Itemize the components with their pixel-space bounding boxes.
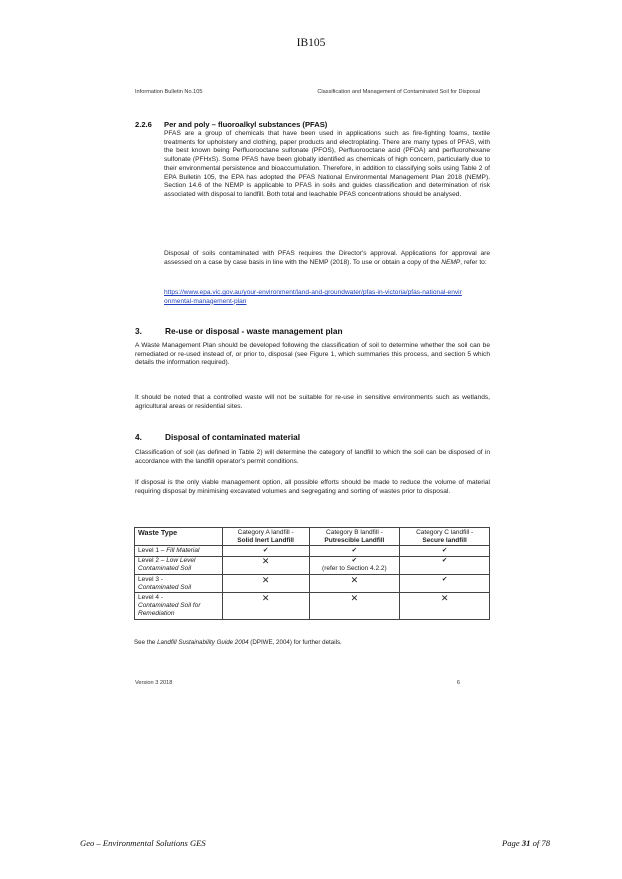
section-title: Re-use or disposal - waste management plan [165, 326, 343, 336]
waste-type-level-2: Level 2 – Low Level Contaminated Soil [135, 556, 223, 574]
section-number: 4. [135, 432, 142, 442]
section-number: 2.2.6 [135, 120, 152, 129]
tick-icon: ✔ (refer to Section 4.2.2) [309, 556, 400, 574]
tick-icon: ✔ [400, 556, 490, 574]
classification-paragraph: Classification of soil (as defined in Table 2) will determine the category of landfill to which the soil can be disposed of in accordance with the landfill operator's permit conditions. [135, 449, 490, 465]
pfas-approval-paragraph: Disposal of soils contaminated with PFAS requires the Director's approval. Applications for approval are assessed on a case by case basis in line with the NEMP (2018). To use or obtain a copy of the NEMP, refer to: [164, 250, 490, 266]
version-label: Version 3 2018 [135, 680, 173, 686]
section-3-heading [135, 326, 343, 336]
controlled-waste-paragraph: It should be noted that a controlled waste will not be suitable for re-use in sensitive environments such as wetlands, agricultural areas or residential sites. [135, 394, 490, 410]
header-category-a: Category A landfill - Solid Inert Landfill [222, 528, 309, 546]
section-226-heading [135, 120, 327, 129]
landfill-category-table [134, 527, 490, 620]
cross-icon: ✕ [222, 593, 309, 620]
waste-type-level-4: Level 4 - Contaminated Soil for Remediation [135, 593, 223, 620]
page-counter: Page 31 of 78 [502, 838, 550, 848]
cross-icon: ✕ [309, 593, 400, 620]
waste-type-level-3: Level 3 - Contaminated Soil [135, 575, 223, 593]
cross-icon: ✕ [309, 575, 400, 593]
section-title: Disposal of contaminated material [165, 432, 301, 442]
table-row [135, 556, 490, 574]
tick-icon: ✔ [400, 546, 490, 556]
bulletin-number: Information Bulletin No.105 [135, 89, 203, 95]
header-waste-type: Waste Type [135, 528, 223, 546]
pfas-paragraph: PFAS are a group of chemicals that have been used in applications such as fire-fighting foams, textile treatments for upholstery and clothing, paper products and electroplating. There are many types of PFAS, with the best known being Perfluorooctane sulfonate (PFOS), Perfluorooctane acid (PFOA) and perfluorohexane sulfonate (PFHxS). Some PFAS have been globally identified as chemicals of high concern, particularly due to their environmental persistence and bioaccumulation. Therefore, in addition to classifying soils using Table 2 of EPA Bulletin 105, the EPA has adopted the PFAS National Environmental Management Plan 2018 (NEMP). Section 14.6 of the NEMP is applicable to PFAS in soils and guides classification and determination of risk associated with disposal to landfill. Both total and leachable PFAS concentrations should be analysed. [164, 130, 490, 198]
table-row [135, 575, 490, 593]
cross-icon: ✕ [222, 575, 309, 593]
document-id: IB105 [296, 37, 326, 49]
bulletin-footer [135, 680, 460, 686]
table-header-row [135, 528, 490, 546]
nemp-link[interactable]: https://www.epa.vic.gov.au/your-environment/land-and-groundwater/pfas-in-victoria/pfas-national-environmental-management-plan [164, 289, 462, 305]
waste-plan-paragraph: A Waste Management Plan should be developed following the classification of soil to determine whether the soil can be remediated or re-used instead of, or prior to, disposal (see Figure 1, which summaries this process, and section 5 which details the information required). [135, 342, 490, 367]
waste-type-level-1: Level 1 – Fill Material [135, 546, 223, 556]
section-number: 3. [135, 326, 142, 336]
tick-icon: ✔ [222, 546, 309, 556]
section-title: Per and poly – fluoroalkyl substances (PFAS) [164, 120, 328, 129]
section-reference: (refer to Section 4.2.2) [322, 565, 387, 573]
header-category-b: Category B landfill - Putrescible Landfill [309, 528, 400, 546]
running-header [135, 89, 480, 95]
cross-icon: ✕ [222, 556, 309, 574]
disposal-paragraph: If disposal is the only viable management option, all possible efforts should be made to reduce the volume of material requiring disposal by minimising excavated volumes and segregating and sorting of wastes prior to disposal. [135, 479, 490, 495]
tick-icon: ✔ [309, 546, 400, 556]
header-category-c: Category C landfill - Secure landfill [400, 528, 490, 546]
company-name: Geo – Environmental Solutions GES [80, 838, 206, 848]
table-note: See the Landfill Sustainability Guide 2004 (DPIWE, 2004) for further details. [134, 639, 342, 646]
section-4-heading [135, 432, 300, 442]
page-footer [80, 838, 550, 848]
bulletin-page-number: 6 [456, 680, 460, 686]
table-row [135, 593, 490, 620]
cross-icon: ✕ [400, 593, 490, 620]
table-row [135, 546, 490, 556]
tick-icon: ✔ [400, 575, 490, 593]
bulletin-title: Classification and Management of Contaminated Soil for Disposal [317, 89, 480, 95]
